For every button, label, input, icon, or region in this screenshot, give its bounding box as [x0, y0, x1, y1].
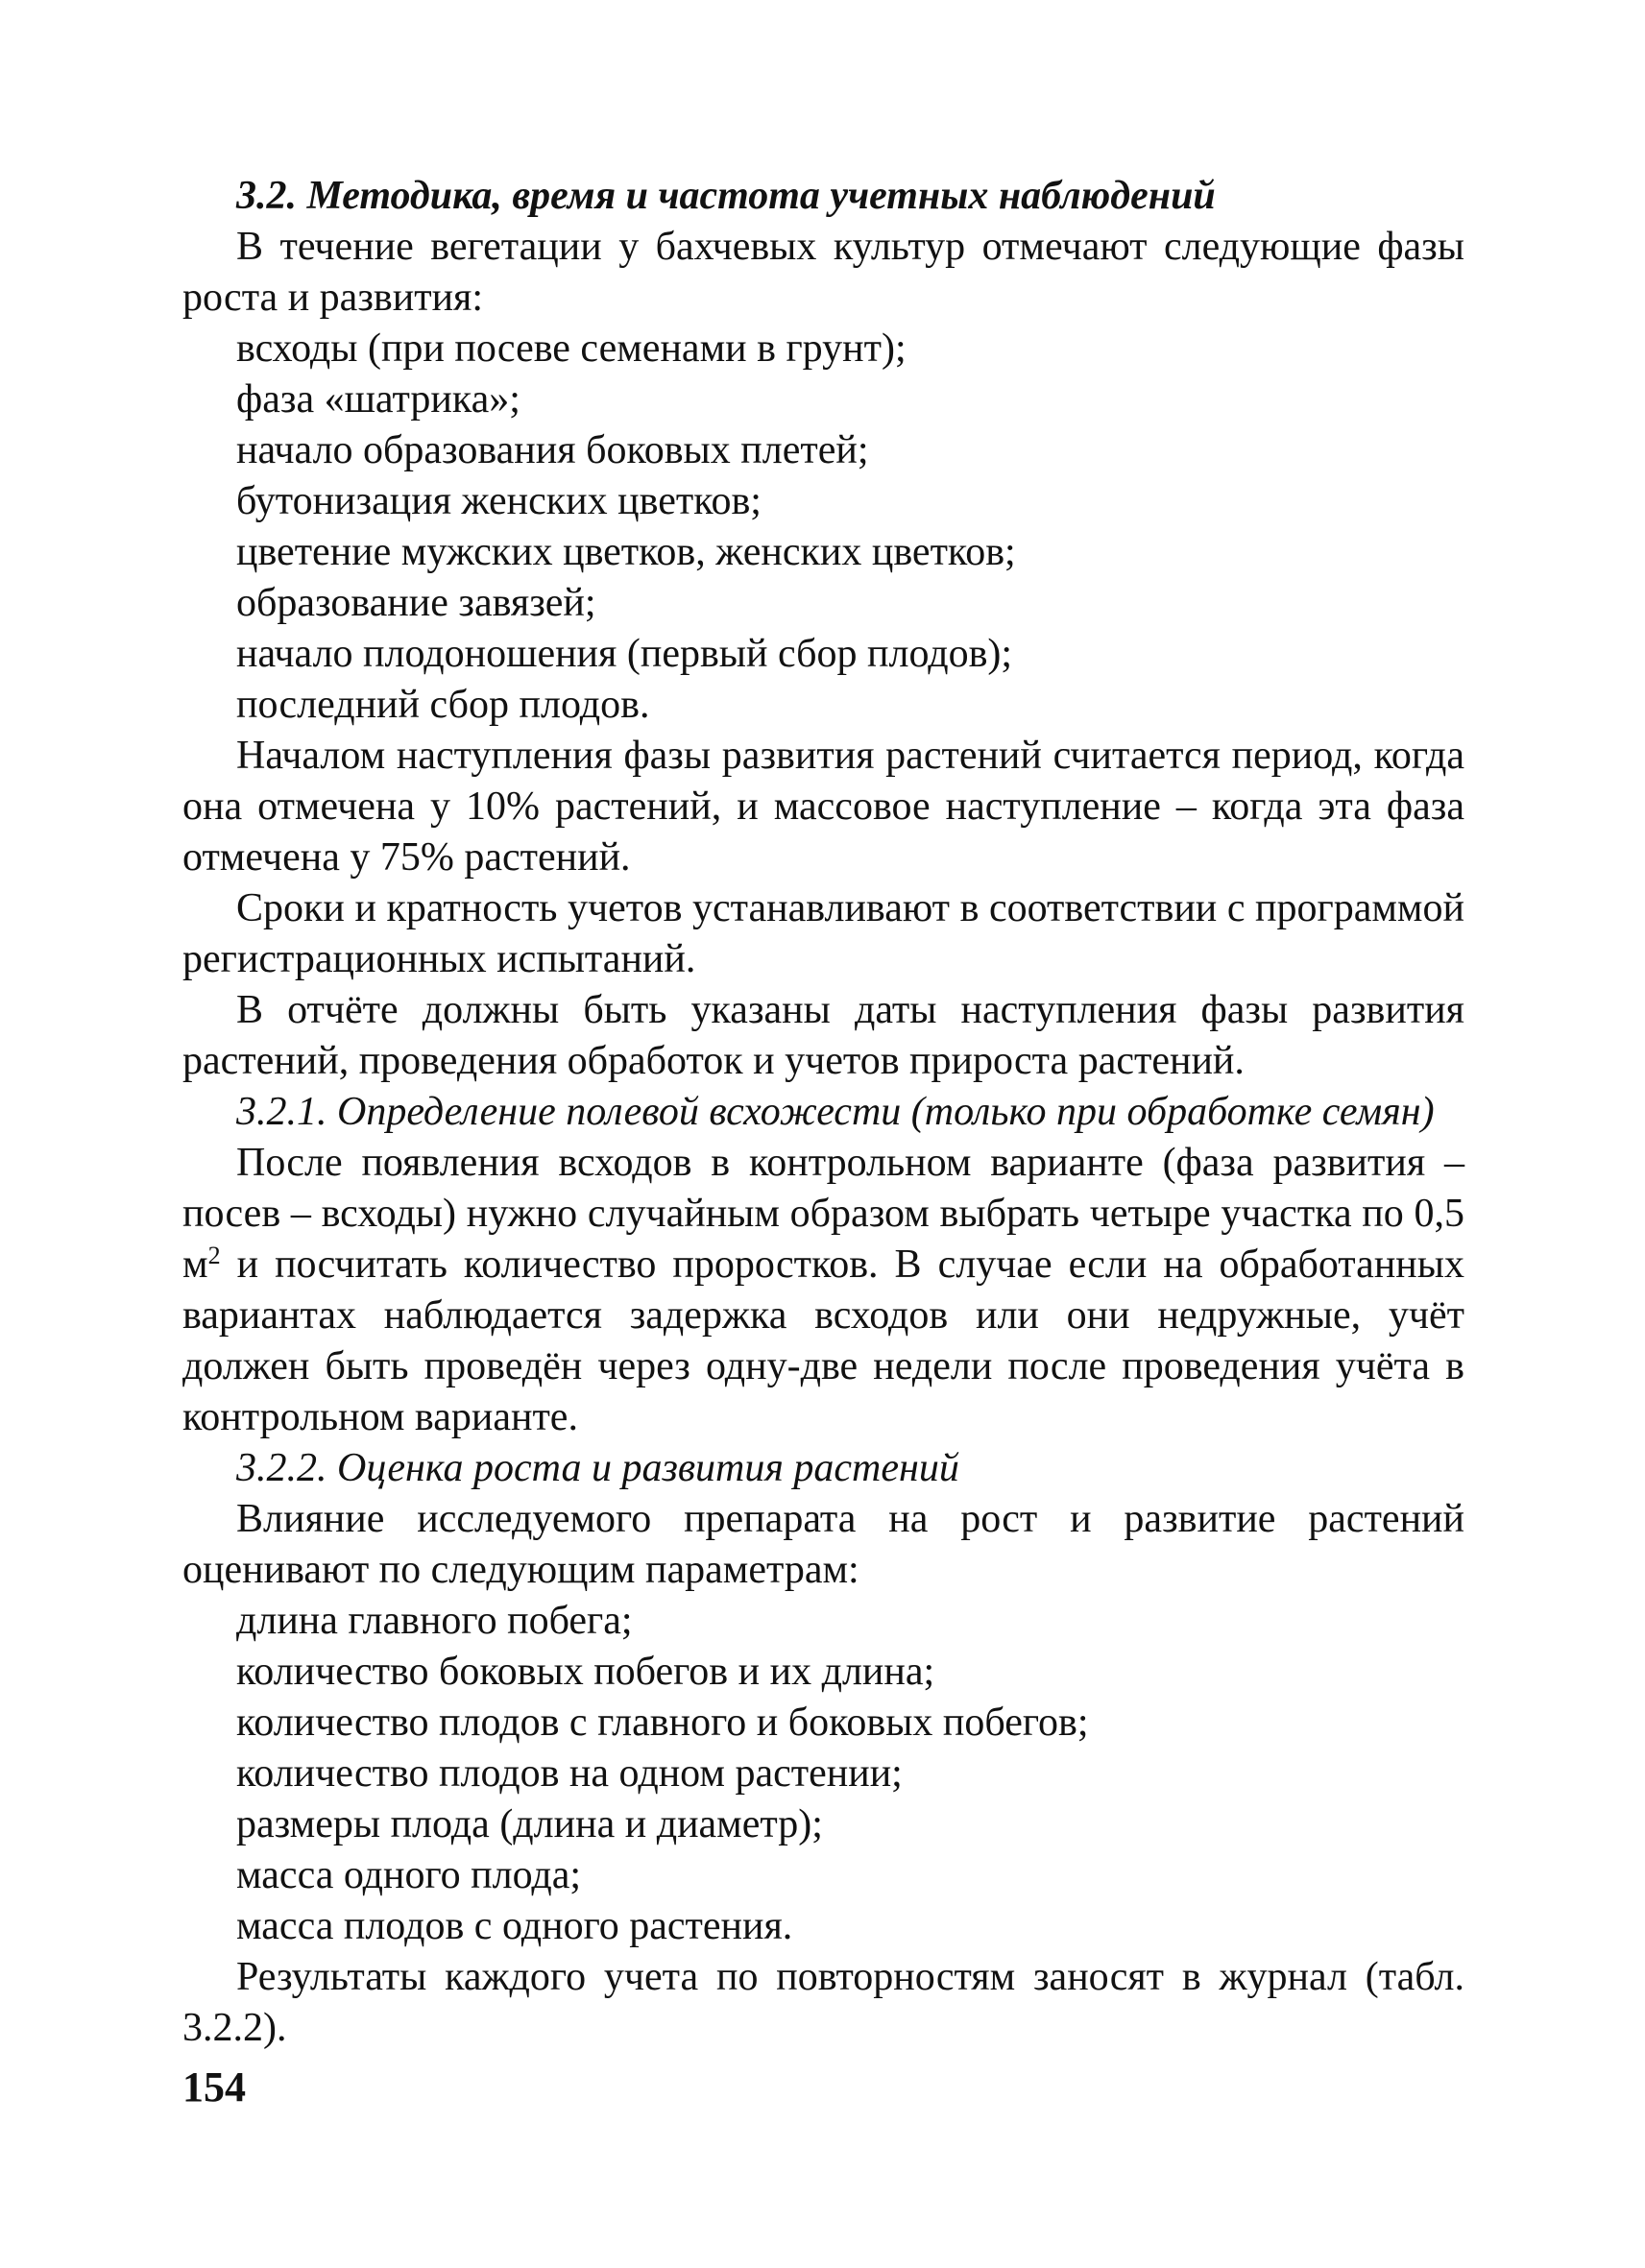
germination-text-end: и посчитать количество проростков. В случае если на обработанных вариантах наблюдается задержка всходов или они недружные, учёт должен быть проведён через одну-две недели после проведения учёта в контрольном варианте.	[182, 1243, 1464, 1439]
germination-text-start: После появления всходов в контрольном варианте (фаза развития – посев – всходы) нужно случайным образом выбрать четыре участка по 0,5 м	[182, 1141, 1464, 1287]
list-item: бутонизация женских цветков;	[236, 479, 762, 523]
list-item: последний сбор плодов.	[236, 683, 650, 727]
params-list	[182, 1596, 1464, 1952]
subsection-1-heading: 3.2.1. Определение полевой всхожести (только при обработке семян)	[236, 1090, 1435, 1134]
section-heading: 3.2. Методика, время и частота учетных наблюдений	[236, 174, 1216, 218]
list-item: фаза «шатрика»;	[236, 377, 520, 422]
unit-exponent: 2	[207, 1242, 221, 1269]
page-body	[182, 171, 1464, 2054]
list-item: размеры плода (длина и диаметр);	[236, 1802, 823, 1846]
report-paragraph: В отчёте должны быть указаны даты наступления фазы развития растений, проведения обработок и учетов прироста растений.	[182, 988, 1464, 1083]
page-number: 154	[182, 2063, 246, 2111]
list-item: цветение мужских цветков, женских цветков;	[236, 530, 1016, 574]
onset-paragraph: Началом наступления фазы развития растений считается период, когда она отмечена у 10% растений, и массовое наступление – когда эта фаза отмечена у 75% растений.	[182, 734, 1464, 880]
list-item: образование завязей;	[236, 581, 596, 625]
list-item: всходы (при посеве семенами в грунт);	[236, 326, 907, 371]
list-item: количество плодов с главного и боковых побегов;	[236, 1701, 1089, 1745]
list-item: количество боковых побегов и их длина;	[236, 1650, 935, 1694]
list-item: длина главного побега;	[236, 1599, 633, 1643]
list-item: начало плодоношения (первый сбор плодов);	[236, 632, 1013, 676]
section-intro: В течение вегетации у бахчевых культур отмечают следующие фазы роста и развития:	[182, 225, 1464, 320]
germination-paragraph	[182, 1138, 1464, 1443]
list-item: начало образования боковых плетей;	[236, 428, 869, 472]
subsection-2-heading: 3.2.2. Оценка роста и развития растений	[236, 1446, 959, 1490]
closing-paragraph: Результаты каждого учета по повторностям заносят в журнал (табл. 3.2.2).	[182, 1955, 1464, 2050]
timing-paragraph: Сроки и кратность учетов устанавливают в соответствии с программой регистрационных испытаний.	[182, 886, 1464, 981]
params-intro: Влияние исследуемого препарата на рост и развитие растений оценивают по следующим параметрам:	[182, 1497, 1464, 1592]
list-item: масса одного плода;	[236, 1853, 582, 1897]
phases-list	[182, 324, 1464, 731]
list-item: количество плодов на одном растении;	[236, 1751, 903, 1796]
list-item: масса плодов с одного растения.	[236, 1904, 793, 1948]
